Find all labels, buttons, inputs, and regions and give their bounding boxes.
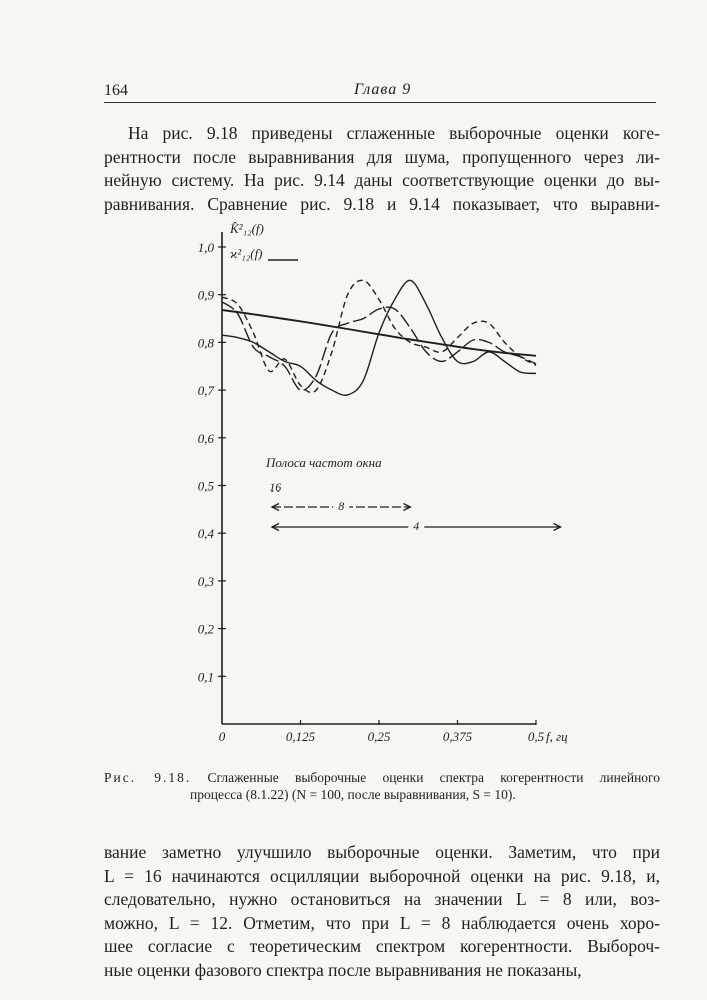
- caption-line-1: [104, 769, 660, 786]
- y-axis-label: K̂²₁₂(f): [230, 221, 264, 236]
- series-line-L4: [222, 280, 536, 395]
- chart-series: [222, 280, 536, 395]
- body-paragraph-2: [104, 841, 660, 982]
- y-tick-label: 0,7: [197, 383, 214, 399]
- series-line-L16: [222, 280, 536, 392]
- caption-text: Сглаженные выборочные оценки спектра когерентности линейного: [207, 770, 661, 785]
- chart-axes: [222, 232, 536, 724]
- series-line-L8: [222, 302, 536, 390]
- x-tick-label: 0,5: [527, 729, 545, 744]
- y-tick-label: 0,1: [197, 669, 214, 685]
- chart-legend: [229, 221, 298, 261]
- chart-ticks: [198, 240, 568, 744]
- x-tick-label: 0,375: [442, 729, 473, 744]
- legend-label: ϰ²₁₂(f): [230, 246, 263, 261]
- bandwidth-annotation: [265, 455, 561, 533]
- figure-caption: [104, 769, 660, 803]
- y-tick-label: 0,8: [197, 335, 214, 351]
- y-tick-label: 1,0: [197, 240, 214, 255]
- text-line: рентности после выравнивания для шума, пропущенного через ли-: [104, 146, 660, 167]
- text-line: шее согласие с теоретическим спектром когерентности. Выбороч-: [104, 936, 660, 956]
- bandwidth-label-16: 16: [269, 480, 282, 494]
- text-line: следовательно, нужно остановиться на значении L = 8 или, воз-: [104, 889, 660, 909]
- text-line: L = 16 начинаются осцилляции выборочной оценки на рис. 9.18, и,: [104, 865, 660, 886]
- x-tick-label: 0,25: [367, 729, 391, 744]
- y-tick-label: 0,4: [197, 526, 214, 542]
- bandwidth-title: Полоса частот окна: [266, 455, 382, 470]
- chapter-title: Глава 9: [354, 81, 412, 98]
- y-tick-label: 0,2: [197, 621, 214, 637]
- caption-label: Рис. 9.18.: [104, 770, 192, 785]
- text-line: На рис. 9.18 приведены сглаженные выборочные оценки когe-: [128, 123, 660, 143]
- y-tick-label: 0,3: [197, 573, 214, 589]
- x-tick-label: 0,125: [285, 729, 316, 744]
- page-number: 164: [104, 82, 128, 99]
- text-line: равнивания. Сравнение рис. 9.18 и 9.14 показывает, что выравни-: [104, 193, 660, 214]
- x-tick-label: 0: [218, 729, 226, 744]
- x-axis-label: f, гц: [546, 729, 568, 744]
- bandwidth-label-8: 8: [338, 499, 345, 513]
- text-line: ные оценки фазового спектра после выравнивания не показаны,: [104, 959, 582, 980]
- caption-line-2: процесса (8.1.22) (N = 100, после выравнивания, S = 10).: [190, 787, 516, 802]
- y-tick-label: 0,9: [197, 287, 214, 303]
- y-tick-label: 0,5: [197, 478, 214, 494]
- bandwidth-label-4: 4: [413, 519, 420, 533]
- text-line: нейную систему. На рис. 9.14 даны соответствующие оценки до вы-: [104, 170, 660, 190]
- y-tick-label: 0,6: [197, 430, 214, 446]
- text-line: вание заметно улучшило выборочные оценки. Заметим, что при: [104, 842, 660, 862]
- text-line: можно, L = 12. Отметим, что при L = 8 наблюдается очень хоро-: [104, 912, 660, 933]
